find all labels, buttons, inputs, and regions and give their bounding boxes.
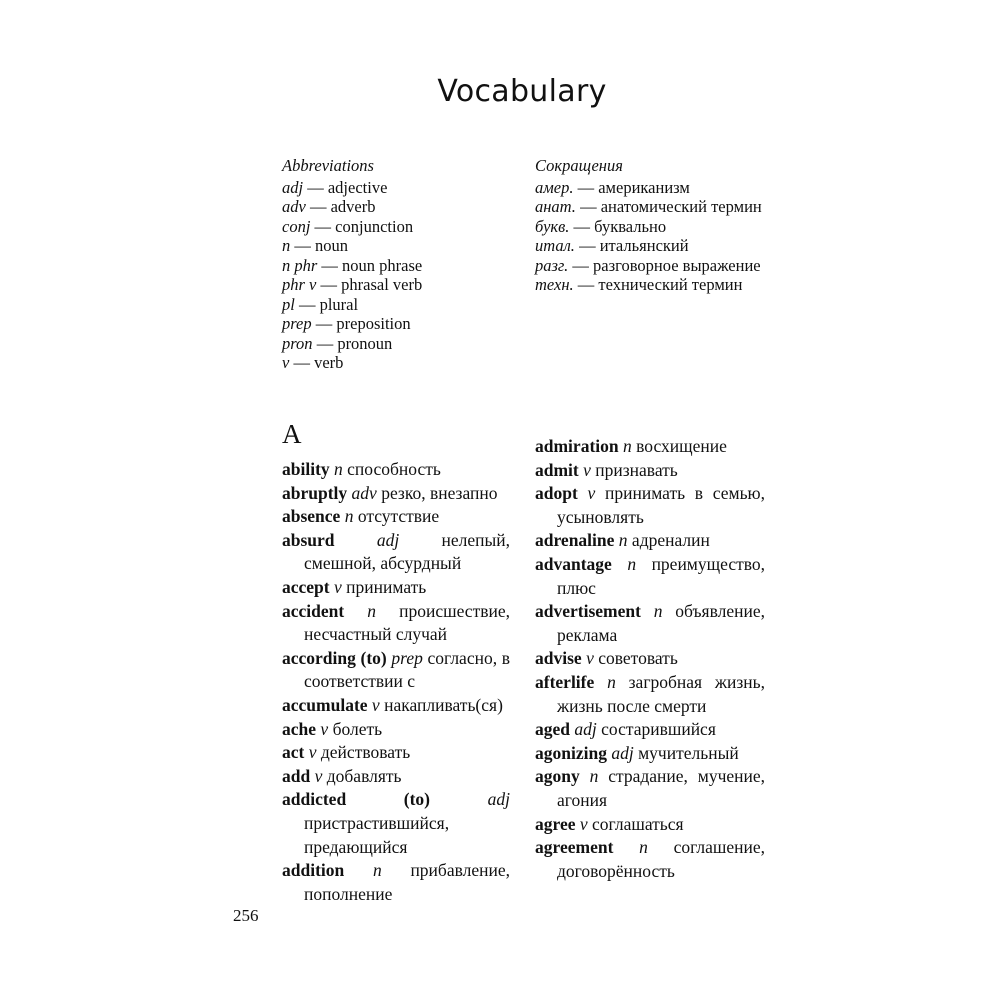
entry-headword: ability xyxy=(282,459,330,479)
abbreviation-key: разг. xyxy=(535,255,569,275)
vocabulary-entry xyxy=(282,529,510,576)
entry-part-of-speech: n xyxy=(367,600,377,621)
abbreviation-meaning: — adverb xyxy=(305,197,376,216)
abbreviation-key: амер. xyxy=(535,177,574,197)
entry-definition: принимать в семью, усыновлять xyxy=(557,483,766,527)
abbreviation-meaning: — pronoun xyxy=(312,333,393,353)
abbreviations-list-ru xyxy=(535,178,775,295)
abbreviation-meaning: — plural xyxy=(294,294,359,314)
abbreviation-key: техн. xyxy=(535,275,574,294)
entry-headword: ache xyxy=(282,718,317,739)
entry-part-of-speech: n xyxy=(623,436,632,456)
entry-definition: мучительный xyxy=(638,742,739,763)
abbreviation-meaning: — preposition xyxy=(311,314,411,333)
abbreviation-meaning: — adjective xyxy=(303,177,388,197)
entry-headword: admit xyxy=(535,459,579,480)
entry-headword: accident xyxy=(282,600,345,621)
abbreviation-row xyxy=(282,295,512,315)
entry-headword: agreement xyxy=(535,837,614,858)
abbreviation-key: phr v xyxy=(282,275,317,294)
abbreviation-row xyxy=(282,236,512,256)
entry-part-of-speech: v xyxy=(320,718,329,739)
entry-definition: отсутствие xyxy=(357,506,440,527)
abbreviations-russian xyxy=(535,156,775,295)
entry-part-of-speech: v xyxy=(314,765,323,786)
entry-headword: adrenaline xyxy=(535,530,615,551)
entry-part-of-speech: v xyxy=(371,694,380,715)
abbreviation-key: adj xyxy=(282,177,304,197)
abbreviation-row xyxy=(282,256,512,276)
abbreviation-meaning: — технический термин xyxy=(573,275,743,294)
page-number: 256 xyxy=(233,906,259,925)
abbreviations-heading-ru: Сокращения xyxy=(535,156,623,175)
entry-part-of-speech: adj xyxy=(574,719,597,740)
abbreviation-meaning: — американизм xyxy=(573,177,690,197)
abbreviation-key: pron xyxy=(282,333,313,353)
entry-headword: addition xyxy=(282,860,345,881)
entry-definition: адреналин xyxy=(631,530,710,551)
vocabulary-entry xyxy=(535,482,765,529)
entry-definition: накапливать(ся) xyxy=(384,694,503,715)
abbreviation-meaning: — анатомический термин xyxy=(575,197,762,216)
abbreviation-key: pl xyxy=(282,294,295,314)
abbreviation-meaning: — verb xyxy=(289,353,344,372)
vocabulary-entry xyxy=(282,859,510,906)
entry-headword: accept xyxy=(282,576,330,597)
abbreviations-english xyxy=(282,156,512,373)
entry-definition: добавлять xyxy=(326,765,402,786)
vocabulary-entry xyxy=(282,458,510,482)
vocabulary-entry xyxy=(535,459,765,483)
abbreviation-row xyxy=(282,178,512,198)
entry-part-of-speech: n xyxy=(334,459,343,479)
entry-headword: admiration xyxy=(535,436,619,456)
entry-part-of-speech: v xyxy=(334,576,342,597)
entry-part-of-speech: v xyxy=(587,483,596,504)
vocabulary-entry xyxy=(282,647,510,694)
vocabulary-entry xyxy=(535,435,765,459)
abbreviation-key: букв. xyxy=(535,216,570,236)
vocabulary-entry xyxy=(535,600,765,647)
vocabulary-entry xyxy=(282,718,510,742)
abbreviation-meaning: — разговорное выражение xyxy=(568,255,761,275)
entry-part-of-speech: adj xyxy=(487,789,510,810)
entry-headword: add xyxy=(282,765,311,786)
entry-part-of-speech: v xyxy=(583,459,591,480)
abbreviation-row xyxy=(282,353,512,373)
abbreviation-meaning: — phrasal verb xyxy=(316,275,423,294)
entry-headword: agree xyxy=(535,813,576,834)
abbreviations-list xyxy=(282,178,512,373)
abbreviation-row xyxy=(282,314,512,334)
entry-headword: according (to) xyxy=(282,647,387,668)
abbreviation-row xyxy=(535,236,775,256)
abbreviation-key: n xyxy=(282,236,291,255)
vocabulary-entry xyxy=(535,718,765,742)
entry-part-of-speech: n xyxy=(618,530,628,551)
dictionary-column-right xyxy=(535,435,765,883)
vocabulary-entry xyxy=(282,694,510,718)
abbreviations-heading: Abbreviations xyxy=(282,156,374,175)
abbreviation-key: анат. xyxy=(535,197,576,216)
vocabulary-entry xyxy=(282,505,510,529)
entry-definition: прибавление, пополнение xyxy=(304,860,510,904)
abbreviation-meaning: — итальянский xyxy=(574,236,689,255)
vocabulary-entry xyxy=(282,600,510,647)
entry-definition: происшествие, несчастный случай xyxy=(304,600,510,645)
entry-part-of-speech: adj xyxy=(611,742,634,763)
entry-headword: absurd xyxy=(282,529,335,550)
entry-definition: действовать xyxy=(320,742,411,763)
abbreviation-key: итал. xyxy=(535,236,575,255)
dictionary-column-left xyxy=(282,458,510,906)
entry-headword: aged xyxy=(535,719,570,740)
entry-part-of-speech: v xyxy=(586,648,594,669)
vocabulary-entry xyxy=(282,741,510,765)
vocabulary-entry xyxy=(282,482,510,506)
abbreviation-row xyxy=(282,275,512,295)
vocabulary-entry xyxy=(282,576,510,600)
vocabulary-entry xyxy=(535,765,765,812)
abbreviation-key: n phr xyxy=(282,255,318,275)
entry-definition: объявление, реклама xyxy=(557,601,765,645)
abbreviation-meaning: — буквально xyxy=(569,216,667,236)
entry-definition: признавать xyxy=(595,459,678,480)
entry-headword: agonizing xyxy=(535,742,607,763)
entry-part-of-speech: prep xyxy=(391,647,423,668)
entry-headword: advantage xyxy=(535,553,612,574)
entry-part-of-speech: n xyxy=(639,837,648,858)
vocabulary-entry xyxy=(282,765,510,789)
entry-headword: accumulate xyxy=(282,694,368,715)
entry-part-of-speech: v xyxy=(308,742,317,763)
vocabulary-entry xyxy=(535,813,765,837)
entry-part-of-speech: n xyxy=(653,601,663,622)
entry-part-of-speech: n xyxy=(372,860,382,881)
entry-headword: absence xyxy=(282,506,341,527)
vocabulary-entry xyxy=(535,553,765,600)
entry-definition: резко, внезапно xyxy=(381,482,498,503)
vocabulary-entry xyxy=(535,742,765,766)
abbreviation-meaning: — noun phrase xyxy=(317,255,423,275)
entry-definition: соглашаться xyxy=(592,813,684,834)
entry-part-of-speech: n xyxy=(607,671,616,692)
entry-headword: agony xyxy=(535,766,580,787)
entry-definition: нелепый, смешной, абсурдный xyxy=(304,529,510,574)
abbreviation-key: prep xyxy=(282,314,312,333)
entry-headword: afterlife xyxy=(535,671,595,692)
vocabulary-entry xyxy=(535,671,765,718)
entry-headword: adopt xyxy=(535,483,578,504)
entry-definition: пристрастившийся, предающийся xyxy=(304,812,450,857)
abbreviation-row xyxy=(282,217,512,237)
entry-definition: страдание, мучение, агония xyxy=(557,766,766,810)
abbreviation-row xyxy=(535,217,775,237)
entry-part-of-speech: v xyxy=(579,813,588,834)
entry-definition: состарившийся xyxy=(601,719,716,740)
entry-headword: act xyxy=(282,742,305,763)
abbreviation-key: v xyxy=(282,353,290,372)
vocabulary-entry xyxy=(535,529,765,553)
entry-definition: принимать xyxy=(346,576,427,597)
abbreviation-row xyxy=(535,275,775,295)
entry-part-of-speech: n xyxy=(589,766,599,787)
entry-definition: соглашение, договорённость xyxy=(557,837,765,881)
entry-definition: болеть xyxy=(332,718,383,739)
abbreviation-key: conj xyxy=(282,216,311,236)
page-title: Vocabulary xyxy=(437,74,607,109)
abbreviation-row xyxy=(282,334,512,354)
entry-definition: советовать xyxy=(598,648,678,669)
vocabulary-entry xyxy=(535,836,765,883)
entry-definition: восхищение xyxy=(636,436,727,456)
entry-definition: согласно, в соответствии с xyxy=(304,647,510,692)
abbreviation-meaning: — conjunction xyxy=(310,216,414,236)
abbreviation-meaning: — noun xyxy=(290,236,348,255)
entry-part-of-speech: adj xyxy=(376,529,400,550)
abbreviation-key: adv xyxy=(282,197,306,216)
entry-definition: загробная жизнь, жизнь после смерти xyxy=(557,671,765,716)
entry-headword: addicted (to) xyxy=(282,789,431,810)
entry-headword: advise xyxy=(535,648,582,669)
entry-part-of-speech: n xyxy=(627,553,637,574)
abbreviation-row xyxy=(535,197,775,217)
entry-definition: способность xyxy=(347,459,441,479)
entry-headword: advertisement xyxy=(535,601,641,622)
abbreviation-row xyxy=(535,178,775,198)
section-letter: A xyxy=(282,419,302,449)
entry-headword: abruptly xyxy=(282,482,348,503)
abbreviation-row xyxy=(535,256,775,276)
vocabulary-entry xyxy=(535,647,765,671)
vocabulary-entry xyxy=(282,788,510,859)
entry-definition: преимущество, плюс xyxy=(557,553,765,598)
entry-part-of-speech: n xyxy=(344,506,354,527)
abbreviation-row xyxy=(282,197,512,217)
entry-part-of-speech: adv xyxy=(351,482,377,503)
